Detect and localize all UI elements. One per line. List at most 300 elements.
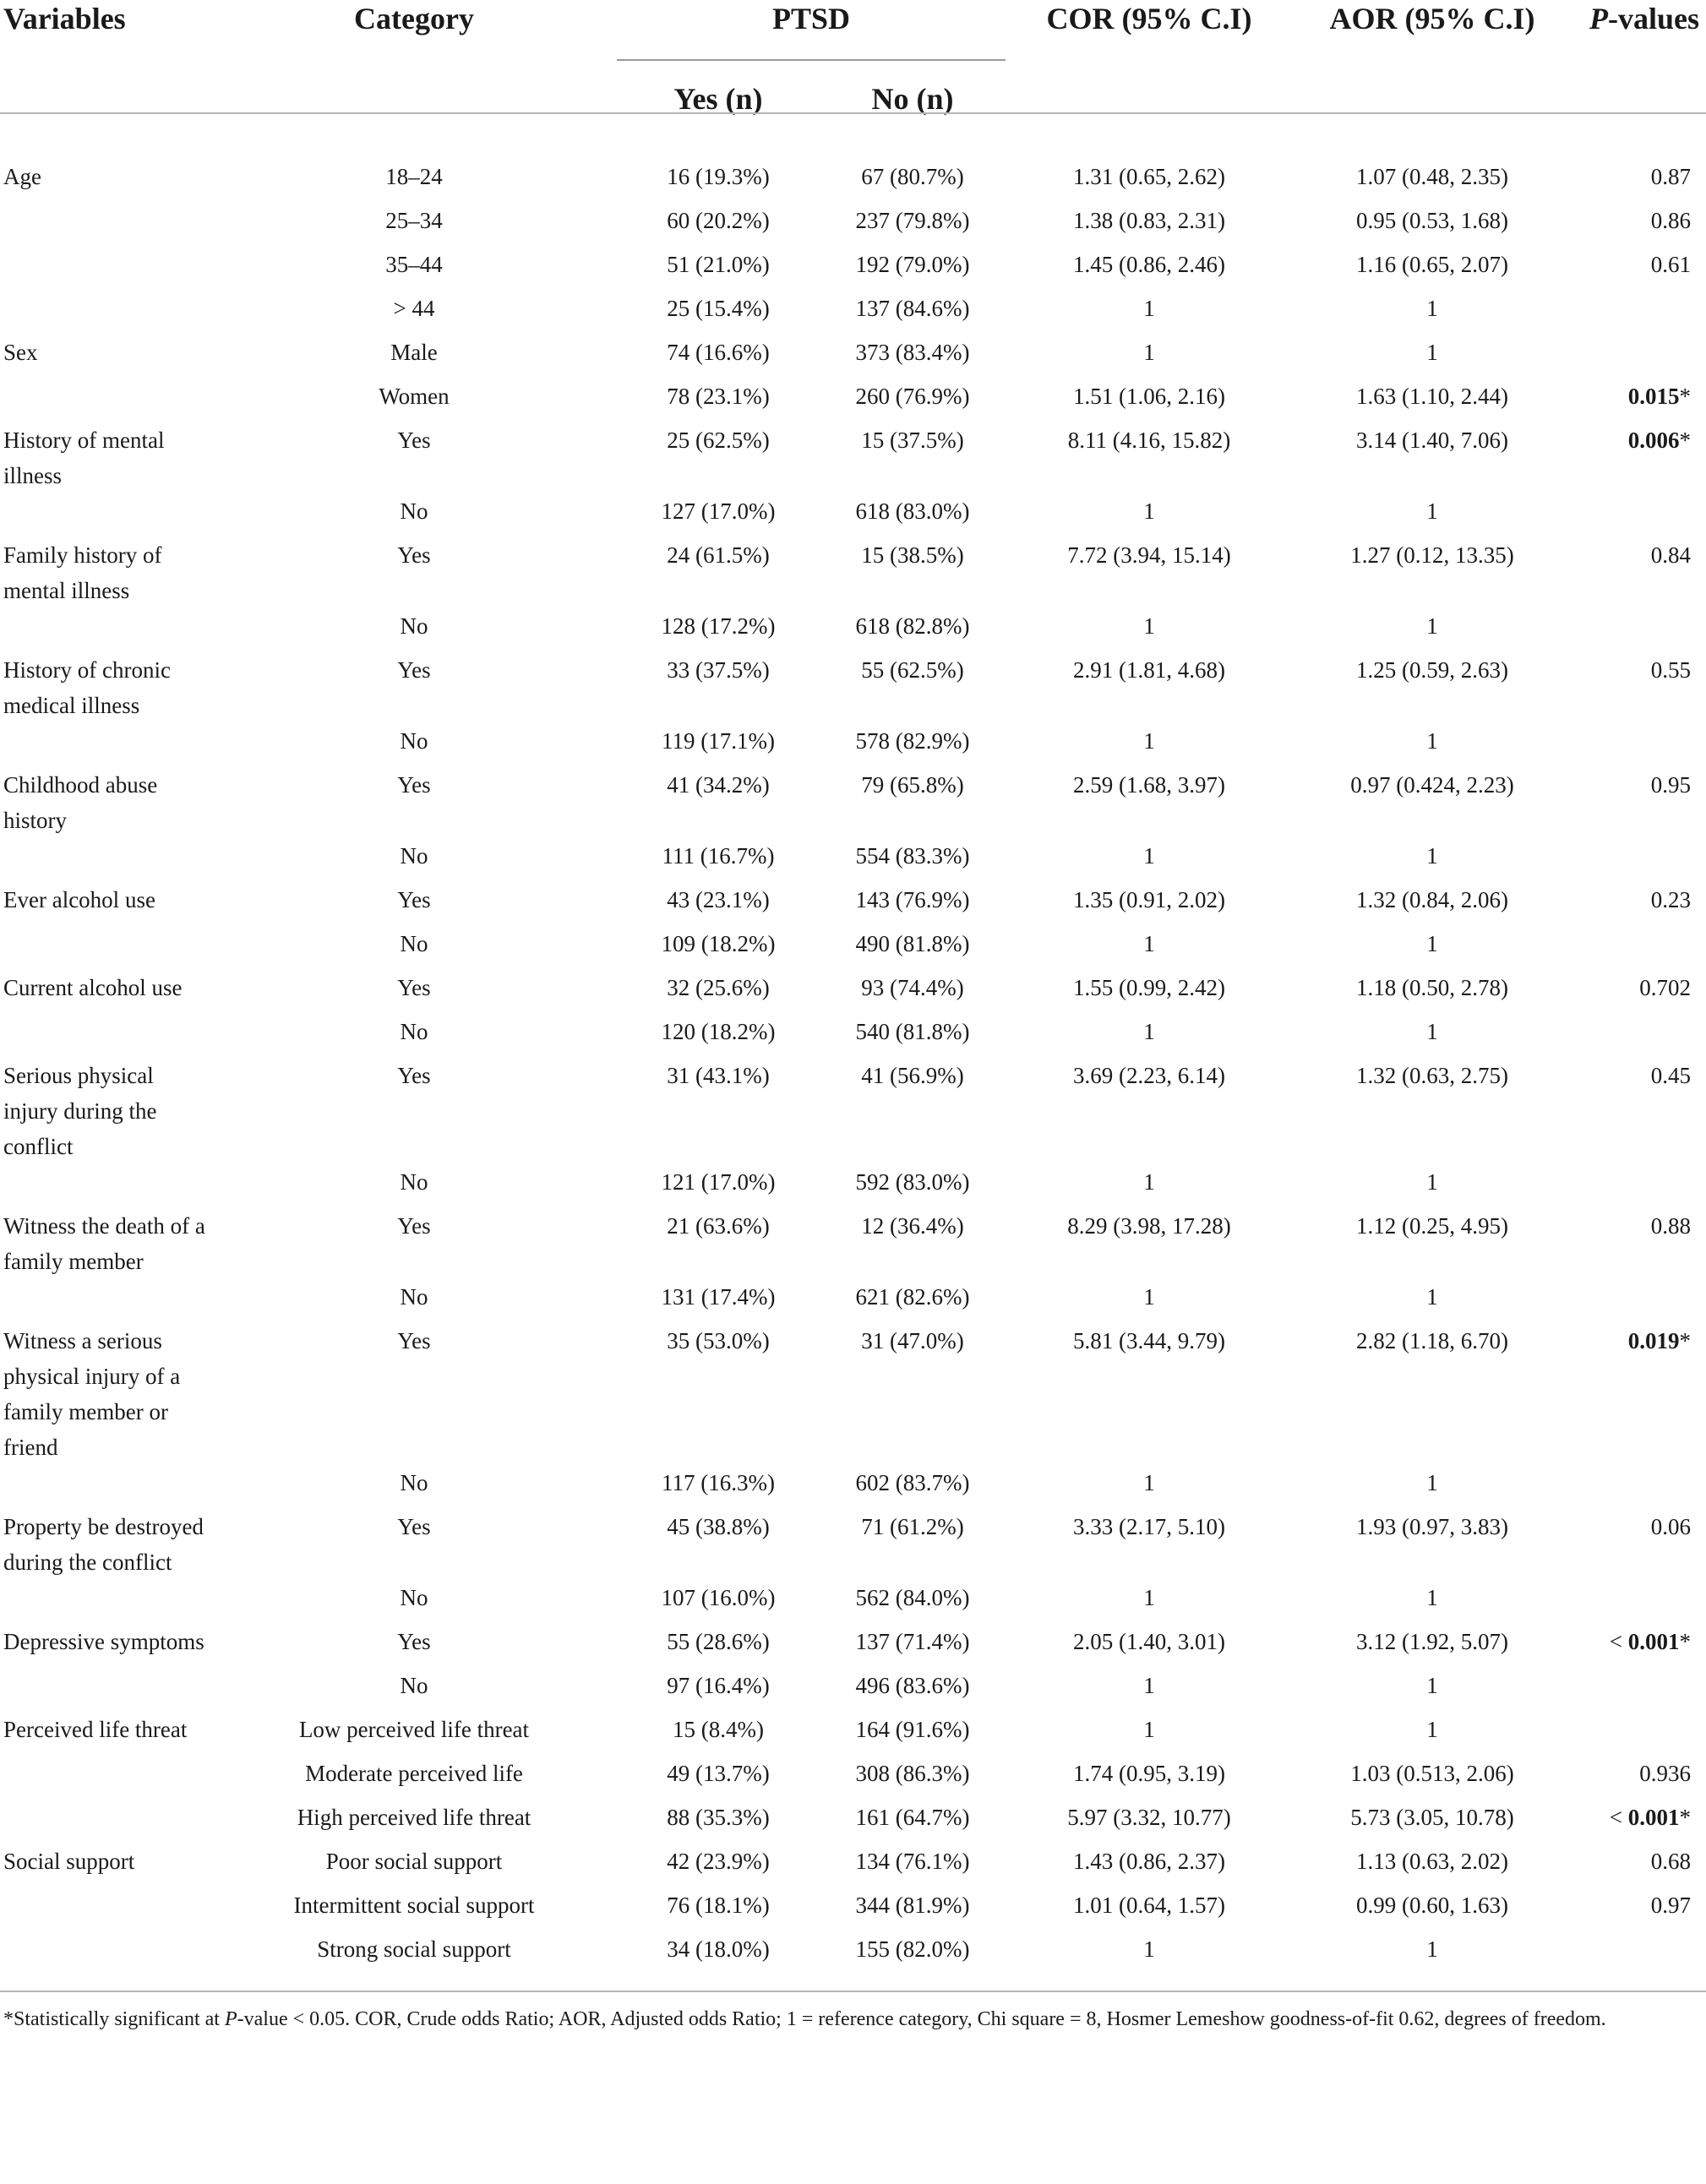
p-value: 0.86 <box>1650 208 1691 233</box>
cell-aor: 1 <box>1426 613 1438 639</box>
cell-yes: 15 (8.4%) <box>673 1717 764 1742</box>
cell-cor: 1 <box>1143 296 1155 321</box>
cell-yes: 128 (17.2%) <box>661 613 776 639</box>
cell-p-value <box>1572 291 1706 335</box>
cell-yes: 25 (62.5%) <box>667 428 770 453</box>
cell-cor: 2.91 (1.81, 4.68) <box>1073 657 1225 683</box>
cell-yes: 43 (23.1%) <box>667 887 770 912</box>
cell-no: 12 (36.4%) <box>861 1213 964 1239</box>
footnote-p-italic: P <box>224 2008 237 2030</box>
cell-aor: 1 <box>1426 931 1438 956</box>
cell-cor: 1.35 (0.91, 2.02) <box>1073 887 1225 912</box>
cell-aor: 1.27 (0.12, 13.35) <box>1350 542 1514 568</box>
cell-aor: 1.25 (0.59, 2.63) <box>1356 657 1508 683</box>
cell-aor: 1 <box>1426 1936 1438 1962</box>
table-row <box>0 1931 1706 1989</box>
table-row <box>0 970 1706 1014</box>
cell-cor: 1 <box>1143 931 1155 956</box>
cell-p-value <box>1572 1279 1706 1323</box>
table-row <box>0 1208 1706 1279</box>
cell-cor: 1 <box>1143 1585 1155 1610</box>
cell-variable: History of chronic medical illness <box>3 657 171 718</box>
cell-cor: 1.38 (0.83, 2.31) <box>1073 208 1225 233</box>
p-value: 0.61 <box>1650 252 1691 277</box>
cell-aor: 1.18 (0.50, 2.78) <box>1356 975 1508 1000</box>
cell-aor: 1.07 (0.48, 2.35) <box>1356 164 1508 189</box>
cell-cor: 1 <box>1143 498 1155 524</box>
cell-yes: 109 (18.2%) <box>661 931 776 956</box>
cell-aor: 0.99 (0.60, 1.63) <box>1356 1893 1508 1918</box>
cell-category: > 44 <box>393 296 435 321</box>
cell-aor: 3.14 (1.40, 7.06) <box>1356 428 1508 453</box>
cell-variable <box>0 1756 211 1800</box>
cell-yes: 31 (43.1%) <box>667 1063 770 1088</box>
cell-p-value <box>1572 1509 1706 1580</box>
cell-variable <box>0 247 211 291</box>
table-row <box>0 1800 1706 1844</box>
cell-no: 31 (47.0%) <box>861 1328 964 1353</box>
cell-no: 15 (37.5%) <box>861 428 964 453</box>
table-row <box>0 137 1706 203</box>
cell-yes: 34 (18.0%) <box>667 1936 770 1962</box>
cell-variable <box>0 1164 211 1208</box>
cell-cor: 1 <box>1143 340 1155 365</box>
cell-category: 35–44 <box>385 252 443 277</box>
cell-aor: 1.03 (0.513, 2.06) <box>1350 1761 1514 1786</box>
cell-category: Yes <box>397 1213 431 1239</box>
significance-marker: * <box>1679 1629 1691 1654</box>
cell-variable: Property be destroyed during the conflict <box>3 1514 204 1575</box>
cell-cor: 1 <box>1143 843 1155 869</box>
table-row <box>0 608 1706 652</box>
cell-p-value <box>1572 335 1706 379</box>
cell-yes: 74 (16.6%) <box>667 340 770 365</box>
cell-no: 164 (91.6%) <box>855 1717 970 1742</box>
cell-variable <box>0 608 211 652</box>
cell-aor: 1.32 (0.63, 2.75) <box>1356 1063 1508 1088</box>
table-row <box>0 493 1706 537</box>
cell-category: 25–34 <box>385 208 443 233</box>
cell-p-value <box>1572 203 1706 247</box>
cell-yes: 76 (18.1%) <box>667 1893 770 1918</box>
cell-variable <box>0 379 211 422</box>
cell-no: 192 (79.0%) <box>855 252 970 277</box>
cell-category: High perceived life threat <box>297 1805 531 1830</box>
table-row <box>0 537 1706 608</box>
cell-p-value <box>1572 1668 1706 1712</box>
cell-no: 490 (81.8%) <box>855 931 970 956</box>
cell-no: 618 (82.8%) <box>855 613 970 639</box>
cell-cor: 8.11 (4.16, 15.82) <box>1067 428 1231 453</box>
cell-variable: Childhood abuse history <box>3 772 158 833</box>
cell-category: No <box>400 728 428 754</box>
cell-yes: 88 (35.3%) <box>667 1805 770 1830</box>
cell-cor: 1.51 (1.06, 2.16) <box>1073 384 1225 409</box>
table-row <box>0 1712 1706 1756</box>
cell-aor: 2.82 (1.18, 6.70) <box>1356 1328 1508 1353</box>
table-row <box>0 379 1706 422</box>
cell-no: 373 (83.4%) <box>855 340 970 365</box>
cell-variable: Witness the death of a family member <box>3 1213 205 1274</box>
cell-no: 134 (76.1%) <box>855 1849 970 1874</box>
cell-no: 137 (84.6%) <box>855 296 970 321</box>
p-value: 0.55 <box>1650 657 1691 683</box>
table-footnote <box>0 1989 1706 2031</box>
significance-marker: * <box>1679 384 1691 409</box>
cell-cor: 7.72 (3.94, 15.14) <box>1067 542 1231 568</box>
cell-p-value <box>1572 537 1706 608</box>
cell-p-value <box>1572 767 1706 838</box>
cell-cor: 1 <box>1143 728 1155 754</box>
table-row <box>0 1058 1706 1164</box>
cell-no: 93 (74.4%) <box>861 975 964 1000</box>
cell-p-value <box>1572 1624 1706 1668</box>
cell-aor: 1.93 (0.97, 3.83) <box>1356 1514 1508 1539</box>
significance-marker: * <box>1679 428 1691 453</box>
footnote-star: * <box>3 2008 14 2030</box>
cell-category: Yes <box>397 887 431 912</box>
cell-p-value <box>1572 1208 1706 1279</box>
cell-aor: 0.97 (0.424, 2.23) <box>1350 772 1514 798</box>
p-value: 0.84 <box>1650 542 1691 568</box>
cell-variable <box>0 926 211 970</box>
cell-category: Yes <box>397 772 431 798</box>
cell-category: No <box>400 931 428 956</box>
p-value: 0.015 <box>1627 384 1680 409</box>
cell-category: 18–24 <box>385 164 443 189</box>
cell-cor: 1.01 (0.64, 1.57) <box>1073 1893 1225 1918</box>
cell-cor: 1 <box>1143 613 1155 639</box>
cell-yes: 51 (21.0%) <box>667 252 770 277</box>
cell-no: 554 (83.3%) <box>855 843 970 869</box>
cell-no: 308 (86.3%) <box>855 1761 970 1786</box>
table-row <box>0 203 1706 247</box>
cell-aor: 1 <box>1426 1717 1438 1742</box>
cell-category: No <box>400 1673 428 1698</box>
cell-cor: 2.59 (1.68, 3.97) <box>1073 772 1225 798</box>
cell-category: Moderate perceived life <box>305 1761 523 1786</box>
cell-category: Women <box>379 384 450 409</box>
cell-cor: 1.74 (0.95, 3.19) <box>1073 1761 1225 1786</box>
p-value: 0.95 <box>1650 772 1691 798</box>
cell-p-value <box>1572 1014 1706 1058</box>
cell-p-value <box>1572 882 1706 926</box>
cell-variable <box>0 1465 211 1509</box>
cell-variable <box>0 1279 211 1323</box>
cell-cor: 1 <box>1143 1717 1155 1742</box>
cell-cor: 1 <box>1143 1284 1155 1310</box>
table-row <box>0 1164 1706 1208</box>
cell-p-value <box>1572 1465 1706 1509</box>
p-prefix: < <box>1609 1629 1628 1654</box>
cell-p-value <box>1572 1931 1706 1989</box>
cell-variable: Witness a serious physical injury of a family member or friend <box>3 1328 181 1460</box>
p-prefix: < <box>1609 1805 1628 1830</box>
cell-yes: 41 (34.2%) <box>667 772 770 798</box>
cell-no: 55 (62.5%) <box>861 657 964 683</box>
header-category: Category <box>354 2 474 35</box>
cell-variable: Perceived life threat <box>3 1717 188 1742</box>
table-row <box>0 1668 1706 1712</box>
cell-yes: 16 (19.3%) <box>667 164 770 189</box>
p-value: 0.019 <box>1627 1328 1680 1353</box>
cell-no: 161 (64.7%) <box>855 1805 970 1830</box>
cell-p-value <box>1572 1887 1706 1931</box>
table-row <box>0 1014 1706 1058</box>
cell-cor: 1.31 (0.65, 2.62) <box>1073 164 1225 189</box>
table-row <box>0 882 1706 926</box>
cell-aor: 1 <box>1426 728 1438 754</box>
cell-yes: 121 (17.0%) <box>661 1169 776 1195</box>
cell-p-value <box>1572 652 1706 723</box>
cell-variable: Family history of mental illness <box>3 542 162 603</box>
cell-cor: 1 <box>1143 1019 1155 1044</box>
header-ptsd: PTSD <box>617 0 1006 60</box>
cell-yes: 119 (17.1%) <box>662 728 775 754</box>
cell-category: Yes <box>397 657 431 683</box>
cell-aor: 1 <box>1426 1470 1438 1495</box>
cell-category: No <box>400 498 428 524</box>
cell-variable <box>0 1668 211 1712</box>
cell-cor: 5.97 (3.32, 10.77) <box>1067 1805 1231 1830</box>
cell-cor: 2.05 (1.40, 3.01) <box>1073 1629 1225 1654</box>
p-value: 0.87 <box>1650 164 1691 189</box>
cell-yes: 24 (61.5%) <box>667 542 770 568</box>
header-p-values <box>1572 0 1706 137</box>
cell-no: 79 (65.8%) <box>861 772 964 798</box>
cell-p-value <box>1572 838 1706 882</box>
cell-cor: 1 <box>1143 1673 1155 1698</box>
table-row <box>0 335 1706 379</box>
cell-no: 67 (80.7%) <box>861 164 964 189</box>
cell-aor: 1 <box>1426 1585 1438 1610</box>
cell-category: No <box>400 1169 428 1195</box>
cell-p-value <box>1572 422 1706 493</box>
table-row <box>0 1279 1706 1323</box>
p-value: 0.88 <box>1650 1213 1691 1239</box>
bottom-rule <box>0 1991 1706 1992</box>
table-row <box>0 652 1706 723</box>
cell-yes: 55 (28.6%) <box>667 1629 770 1654</box>
cell-category: Yes <box>397 975 431 1000</box>
cell-aor: 1 <box>1426 1284 1438 1310</box>
cell-category: Strong social support <box>317 1936 511 1962</box>
cell-category: Yes <box>397 428 431 453</box>
table-row <box>0 1624 1706 1668</box>
p-value: 0.45 <box>1650 1063 1691 1088</box>
cell-no: 260 (76.9%) <box>855 384 970 409</box>
cell-no: 602 (83.7%) <box>855 1470 970 1495</box>
cell-p-value <box>1572 1712 1706 1756</box>
table-row <box>0 723 1706 767</box>
cell-p-value <box>1572 608 1706 652</box>
table-row <box>0 1323 1706 1465</box>
cell-category: No <box>400 843 428 869</box>
table-row <box>0 1756 1706 1800</box>
cell-variable: Depressive symptoms <box>3 1629 204 1654</box>
cell-yes: 97 (16.4%) <box>667 1673 770 1698</box>
cell-p-value <box>1572 723 1706 767</box>
cell-yes: 127 (17.0%) <box>661 498 776 524</box>
cell-yes: 33 (37.5%) <box>667 657 770 683</box>
p-value: 0.936 <box>1639 1761 1691 1786</box>
cell-aor: 1.16 (0.65, 2.07) <box>1356 252 1508 277</box>
table-row <box>0 247 1706 291</box>
cell-aor: 1 <box>1426 296 1438 321</box>
cell-category: Yes <box>397 1629 431 1654</box>
table-body <box>0 137 1706 1989</box>
table-row <box>0 1580 1706 1624</box>
cell-p-value <box>1572 1058 1706 1164</box>
cell-category: Yes <box>397 1063 431 1088</box>
cell-variable: Serious physical injury during the conflict <box>3 1063 157 1159</box>
table-row <box>0 291 1706 335</box>
cell-yes: 107 (16.0%) <box>661 1585 776 1610</box>
p-value: 0.702 <box>1639 975 1691 1000</box>
cell-yes: 21 (63.6%) <box>667 1213 770 1239</box>
cell-category: No <box>400 613 428 639</box>
cell-cor: 1.43 (0.86, 2.37) <box>1073 1849 1225 1874</box>
cell-variable <box>0 723 211 767</box>
cell-aor: 1 <box>1426 498 1438 524</box>
cell-category: Yes <box>397 1514 431 1539</box>
header-p-rest: -values <box>1608 2 1699 35</box>
cell-no: 621 (82.6%) <box>855 1284 970 1310</box>
p-value: 0.23 <box>1650 887 1691 912</box>
cell-no: 592 (83.0%) <box>855 1169 970 1195</box>
cell-no: 618 (83.0%) <box>855 498 970 524</box>
cell-variable <box>0 1014 211 1058</box>
cell-cor: 1.55 (0.99, 2.42) <box>1073 975 1225 1000</box>
cell-cor: 1 <box>1143 1470 1155 1495</box>
footnote-text-post: -value < 0.05. COR, Crude odds Ratio; AOR, Adjusted odds Ratio; 1 = reference category, Chi square = 8, Hosmer Lemeshow goodness-of-fit 0.62, degrees of freedom. <box>237 2008 1606 2030</box>
cell-variable: Current alcohol use <box>3 975 183 1000</box>
cell-aor: 1 <box>1426 843 1438 869</box>
cell-variable: Age <box>3 164 41 189</box>
cell-no: 41 (56.9%) <box>861 1063 964 1088</box>
cell-cor: 1 <box>1143 1936 1155 1962</box>
cell-category: No <box>400 1284 428 1310</box>
cell-yes: 60 (20.2%) <box>667 208 770 233</box>
cell-yes: 42 (23.9%) <box>667 1849 770 1874</box>
cell-no: 496 (83.6%) <box>855 1673 970 1698</box>
cell-p-value <box>1572 247 1706 291</box>
cell-aor: 1.13 (0.63, 2.02) <box>1356 1849 1508 1874</box>
cell-no: 143 (76.9%) <box>855 887 970 912</box>
cell-cor: 3.33 (2.17, 5.10) <box>1073 1514 1225 1539</box>
cell-category: No <box>400 1470 428 1495</box>
p-value: 0.001 <box>1627 1805 1680 1830</box>
cell-category: Poor social support <box>325 1849 503 1874</box>
table-row <box>0 926 1706 970</box>
header-p-italic: P <box>1589 2 1608 35</box>
cell-variable: Ever alcohol use <box>3 887 155 912</box>
cell-category: No <box>400 1019 428 1044</box>
cell-no: 540 (81.8%) <box>855 1019 970 1044</box>
cell-category: Intermittent social support <box>293 1893 535 1918</box>
cell-p-value <box>1572 1844 1706 1887</box>
cell-no: 15 (38.5%) <box>861 542 964 568</box>
cell-category: Low perceived life threat <box>298 1717 530 1742</box>
table-row <box>0 767 1706 838</box>
p-value: 0.97 <box>1650 1893 1691 1918</box>
table-row <box>0 1887 1706 1931</box>
cell-no: 155 (82.0%) <box>855 1936 970 1962</box>
cell-variable: Social support <box>3 1849 135 1874</box>
cell-cor: 1 <box>1143 1169 1155 1195</box>
cell-aor: 1 <box>1426 340 1438 365</box>
cell-aor: 5.73 (3.05, 10.78) <box>1350 1805 1514 1830</box>
cell-category: Yes <box>397 1328 431 1353</box>
cell-variable <box>0 1800 211 1844</box>
cell-yes: 32 (25.6%) <box>667 975 770 1000</box>
cell-p-value <box>1572 137 1706 203</box>
table-row <box>0 1465 1706 1509</box>
cell-variable <box>0 291 211 335</box>
header-yes: Yes (n) <box>673 82 763 116</box>
cell-cor: 3.69 (2.23, 6.14) <box>1073 1063 1225 1088</box>
table-header <box>0 0 1706 137</box>
cell-variable <box>0 1580 211 1624</box>
table-row <box>0 1509 1706 1580</box>
cell-aor: 1 <box>1426 1019 1438 1044</box>
cell-p-value <box>1572 379 1706 422</box>
cell-variable <box>0 1931 211 1989</box>
cell-variable: History of mental illness <box>3 428 165 488</box>
footnote-text-pre: Statistically significant at <box>14 2008 225 2030</box>
cell-p-value <box>1572 1800 1706 1844</box>
cell-p-value <box>1572 493 1706 537</box>
cell-yes: 35 (53.0%) <box>667 1328 770 1353</box>
cell-cor: 1.45 (0.86, 2.46) <box>1073 252 1225 277</box>
cell-p-value <box>1572 1756 1706 1800</box>
header-variables: Variables <box>3 2 126 35</box>
cell-aor: 1 <box>1426 1169 1438 1195</box>
cell-variable <box>0 493 211 537</box>
cell-no: 578 (82.9%) <box>855 728 970 754</box>
cell-yes: 49 (13.7%) <box>667 1761 770 1786</box>
cell-category: Male <box>390 340 438 365</box>
table-row <box>0 838 1706 882</box>
cell-yes: 111 (16.7%) <box>662 843 775 869</box>
cell-p-value <box>1572 1323 1706 1465</box>
p-value: 0.06 <box>1650 1514 1691 1539</box>
table-row <box>0 422 1706 493</box>
cell-variable <box>0 203 211 247</box>
significance-marker: * <box>1679 1328 1691 1353</box>
cell-p-value <box>1572 926 1706 970</box>
p-value: 0.68 <box>1650 1849 1691 1874</box>
cell-aor: 1 <box>1426 1673 1438 1698</box>
cell-yes: 45 (38.8%) <box>667 1514 770 1539</box>
cell-no: 562 (84.0%) <box>855 1585 970 1610</box>
cell-p-value <box>1572 970 1706 1014</box>
cell-aor: 3.12 (1.92, 5.07) <box>1356 1629 1508 1654</box>
significance-marker: * <box>1679 1805 1691 1830</box>
cell-aor: 0.95 (0.53, 1.68) <box>1356 208 1508 233</box>
cell-aor: 1.63 (1.10, 2.44) <box>1356 384 1508 409</box>
cell-no: 137 (71.4%) <box>855 1629 970 1654</box>
cell-yes: 78 (23.1%) <box>667 384 770 409</box>
cell-variable <box>0 838 211 882</box>
cell-cor: 5.81 (3.44, 9.79) <box>1073 1328 1225 1353</box>
cell-category: Yes <box>397 542 431 568</box>
cell-no: 71 (61.2%) <box>861 1514 964 1539</box>
cell-p-value <box>1572 1164 1706 1208</box>
header-cor: COR (95% C.I) <box>1046 2 1252 35</box>
cell-variable: Sex <box>3 340 38 365</box>
p-value: 0.006 <box>1627 428 1680 453</box>
